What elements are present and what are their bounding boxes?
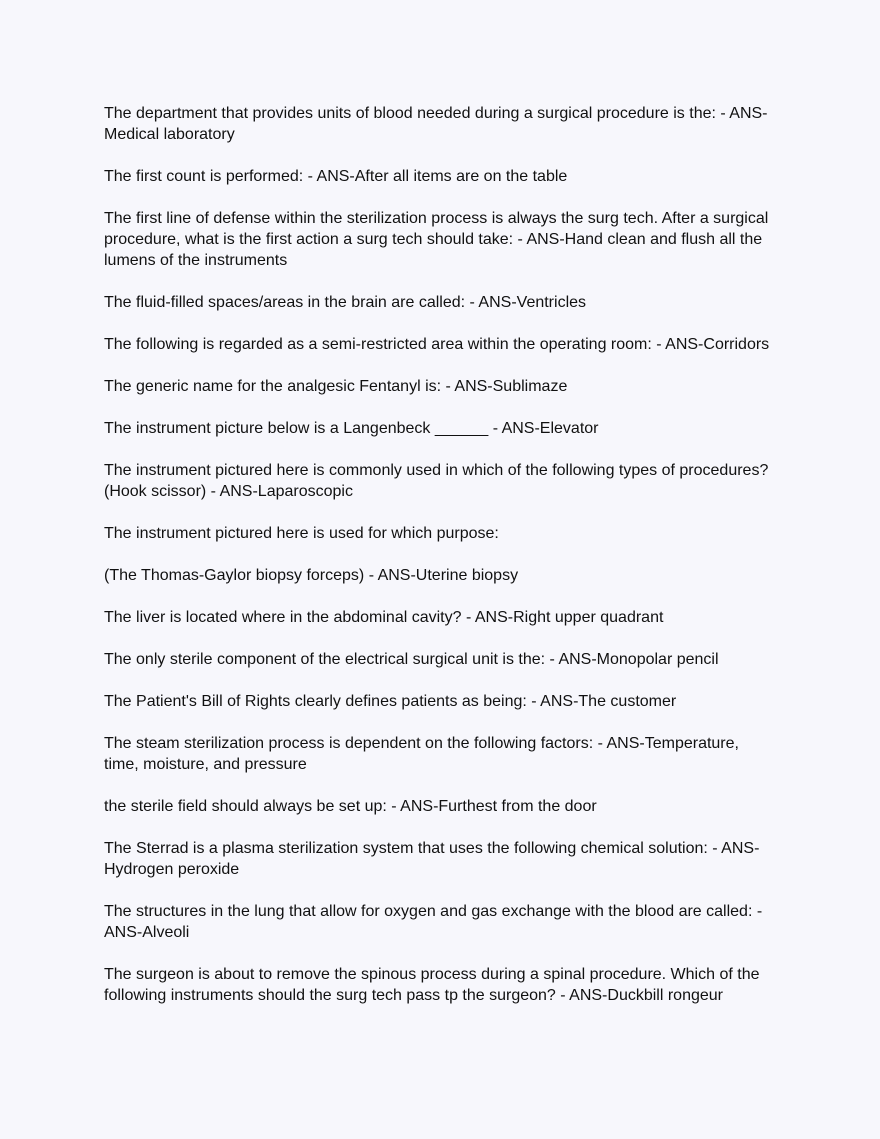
question-answer-paragraph: The instrument pictured here is used for which purpose: xyxy=(104,525,499,542)
question-answer-paragraph: The instrument picture below is a Langenbeck ______ - ANS-Elevator xyxy=(104,420,599,437)
question-answer-paragraph: The surgeon is about to remove the spinous process during a spinal procedure. Which of the following instruments should the surg tech pass tp the surgeon? - ANS-Duckbill rongeur xyxy=(104,966,760,1004)
question-answer-paragraph: The fluid-filled spaces/areas in the brain are called: - ANS-Ventricles xyxy=(104,294,587,311)
question-answer-paragraph: The steam sterilization process is dependent on the following factors: - ANS-Temperature, time, moisture, and pressure xyxy=(104,735,739,773)
question-answer-paragraph: (The Thomas-Gaylor biopsy forceps) - ANS-Uterine biopsy xyxy=(104,567,519,584)
question-answer-paragraph: The following is regarded as a semi-restricted area within the operating room: - ANS-Corridors xyxy=(104,336,770,353)
question-answer-paragraph: The Patient's Bill of Rights clearly defines patients as being: - ANS-The customer xyxy=(104,693,677,710)
question-answer-paragraph: The Sterrad is a plasma sterilization system that uses the following chemical solution: - ANS-Hydrogen peroxide xyxy=(104,840,760,878)
question-answer-paragraph: the sterile field should always be set up: - ANS-Furthest from the door xyxy=(104,798,597,815)
question-answer-paragraph: The liver is located where in the abdominal cavity? - ANS-Right upper quadrant xyxy=(104,609,664,626)
question-answer-paragraph: The first line of defense within the sterilization process is always the surg tech. After a surgical procedure, what is the first action a surg tech should take: - ANS-Hand clean and flush all the lumens of the instruments xyxy=(104,210,769,269)
question-answer-paragraph: The generic name for the analgesic Fentanyl is: - ANS-Sublimaze xyxy=(104,378,568,395)
question-answer-paragraph: The first count is performed: - ANS-After all items are on the table xyxy=(104,168,568,185)
question-answer-paragraph: The only sterile component of the electrical surgical unit is the: - ANS-Monopolar pencil xyxy=(104,651,719,668)
question-answer-paragraph: The instrument pictured here is commonly used in which of the following types of procedures? (Hook scissor) - ANS-Laparoscopic xyxy=(104,462,769,500)
question-answer-paragraph: The structures in the lung that allow for oxygen and gas exchange with the blood are called: - ANS-Alveoli xyxy=(104,903,763,941)
question-answer-paragraph: The department that provides units of blood needed during a surgical procedure is the: - ANS-Medical laboratory xyxy=(104,105,768,143)
